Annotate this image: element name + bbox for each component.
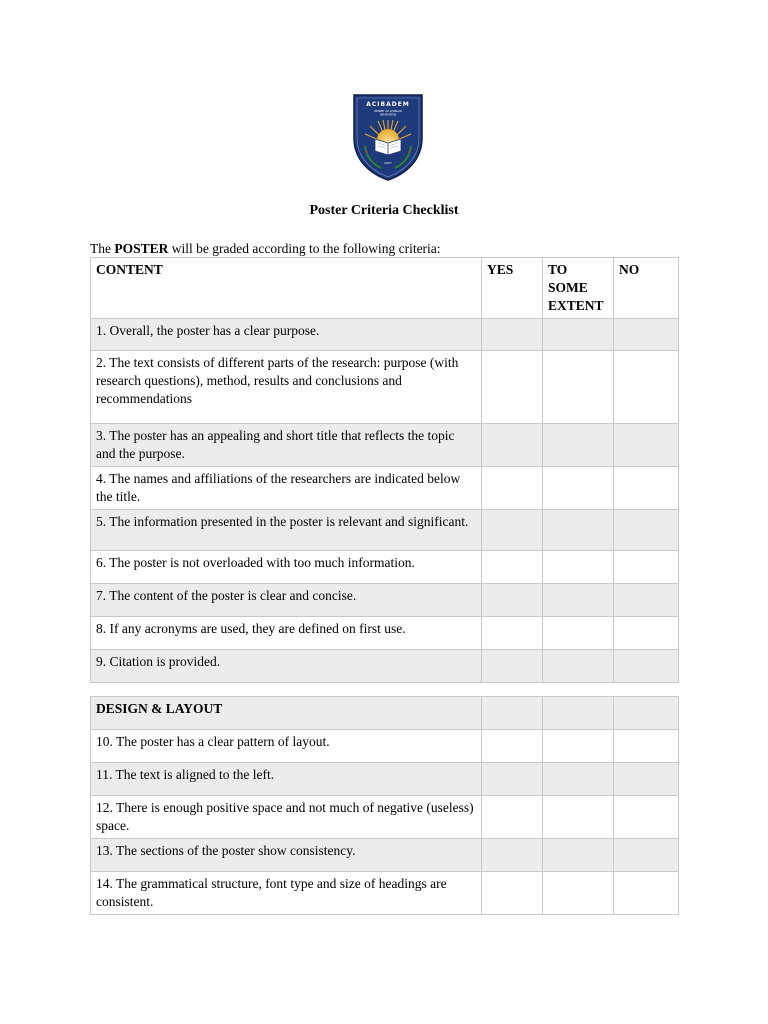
criterion-text: 3. The poster has an appealing and short title that reflects the topic and the purpose. <box>91 424 482 467</box>
yes-cell[interactable] <box>482 351 543 424</box>
no-cell[interactable] <box>614 467 679 510</box>
intro-prefix: The <box>90 241 115 256</box>
table-header-row <box>91 697 679 730</box>
criterion-text: 5. The information presented in the poster is relevant and significant. <box>91 510 482 551</box>
some-extent-cell[interactable] <box>543 872 614 915</box>
no-cell[interactable] <box>614 796 679 839</box>
table-row <box>91 584 679 617</box>
yes-cell[interactable] <box>482 510 543 551</box>
svg-text:ACIBADEM: ACIBADEM <box>366 101 410 108</box>
table-row <box>91 424 679 467</box>
some-extent-cell[interactable] <box>543 763 614 796</box>
table-row <box>91 467 679 510</box>
criterion-text: 6. The poster is not overloaded with too much information. <box>91 551 482 584</box>
intro-bold-word: POSTER <box>114 241 169 256</box>
yes-cell[interactable] <box>482 872 543 915</box>
header-empty-cell <box>482 697 543 730</box>
some-extent-cell[interactable] <box>543 551 614 584</box>
no-cell[interactable] <box>614 763 679 796</box>
some-extent-cell[interactable] <box>543 319 614 351</box>
some-extent-cell[interactable] <box>543 617 614 650</box>
no-cell[interactable] <box>614 319 679 351</box>
some-extent-cell[interactable] <box>543 584 614 617</box>
yes-cell[interactable] <box>482 424 543 467</box>
yes-cell[interactable] <box>482 319 543 351</box>
header-design-layout: DESIGN & LAYOUT <box>91 697 482 730</box>
table-header-row <box>91 258 679 319</box>
criterion-text: 2. The text consists of different parts of the research: purpose (with research questions), method, results and conclusions and recommendations <box>91 351 482 424</box>
table-row <box>91 839 679 872</box>
some-extent-cell[interactable] <box>543 510 614 551</box>
no-cell[interactable] <box>614 551 679 584</box>
table-row <box>91 551 679 584</box>
criterion-text: 1. Overall, the poster has a clear purpose. <box>91 319 482 351</box>
header-yes: YES <box>482 258 543 319</box>
no-cell[interactable] <box>614 617 679 650</box>
university-crest-logo <box>351 92 425 182</box>
some-extent-cell[interactable] <box>543 650 614 683</box>
table-row <box>91 730 679 763</box>
no-cell[interactable] <box>614 351 679 424</box>
svg-text:ÜNİVERSİTESİ: ÜNİVERSİTESİ <box>379 113 397 117</box>
intro-suffix: will be graded according to the following criteria: <box>168 241 441 256</box>
table-row <box>91 351 679 424</box>
table-row <box>91 650 679 683</box>
criterion-text: 12. There is enough positive space and not much of negative (useless) space. <box>91 796 482 839</box>
some-extent-cell[interactable] <box>543 424 614 467</box>
criterion-text: 11. The text is aligned to the left. <box>91 763 482 796</box>
some-extent-cell[interactable] <box>543 351 614 424</box>
page-title: Poster Criteria Checklist <box>309 203 459 218</box>
intro-text <box>90 240 441 257</box>
criterion-text: 8. If any acronyms are used, they are defined on first use. <box>91 617 482 650</box>
table-row <box>91 872 679 915</box>
no-cell[interactable] <box>614 872 679 915</box>
no-cell[interactable] <box>614 730 679 763</box>
some-extent-cell[interactable] <box>543 730 614 763</box>
some-extent-cell[interactable] <box>543 796 614 839</box>
svg-text:2007: 2007 <box>384 161 392 165</box>
criterion-text: 13. The sections of the poster show consistency. <box>91 839 482 872</box>
yes-cell[interactable] <box>482 551 543 584</box>
table-row <box>91 763 679 796</box>
header-empty-cell <box>543 697 614 730</box>
no-cell[interactable] <box>614 650 679 683</box>
criterion-text: 7. The content of the poster is clear and concise. <box>91 584 482 617</box>
design-layout-criteria-table <box>90 696 679 915</box>
no-cell[interactable] <box>614 510 679 551</box>
yes-cell[interactable] <box>482 617 543 650</box>
yes-cell[interactable] <box>482 839 543 872</box>
no-cell[interactable] <box>614 584 679 617</box>
table-row <box>91 617 679 650</box>
table-row <box>91 796 679 839</box>
criterion-text: 10. The poster has a clear pattern of layout. <box>91 730 482 763</box>
yes-cell[interactable] <box>482 730 543 763</box>
header-content: CONTENT <box>91 258 482 319</box>
yes-cell[interactable] <box>482 584 543 617</box>
yes-cell[interactable] <box>482 650 543 683</box>
yes-cell[interactable] <box>482 467 543 510</box>
header-no: NO <box>614 258 679 319</box>
criterion-text: 4. The names and affiliations of the researchers are indicated below the title. <box>91 467 482 510</box>
some-extent-cell[interactable] <box>543 467 614 510</box>
no-cell[interactable] <box>614 424 679 467</box>
table-row <box>91 510 679 551</box>
content-criteria-table <box>90 257 679 683</box>
table-row <box>91 319 679 351</box>
header-empty-cell <box>614 697 679 730</box>
no-cell[interactable] <box>614 839 679 872</box>
yes-cell[interactable] <box>482 796 543 839</box>
svg-text:MEHMET ALİ AYDINLAR: MEHMET ALİ AYDINLAR <box>374 110 402 113</box>
some-extent-cell[interactable] <box>543 839 614 872</box>
header-to-some-extent: TO SOME EXTENT <box>543 258 614 319</box>
criterion-text: 9. Citation is provided. <box>91 650 482 683</box>
criterion-text: 14. The grammatical structure, font type and size of headings are consistent. <box>91 872 482 915</box>
yes-cell[interactable] <box>482 763 543 796</box>
